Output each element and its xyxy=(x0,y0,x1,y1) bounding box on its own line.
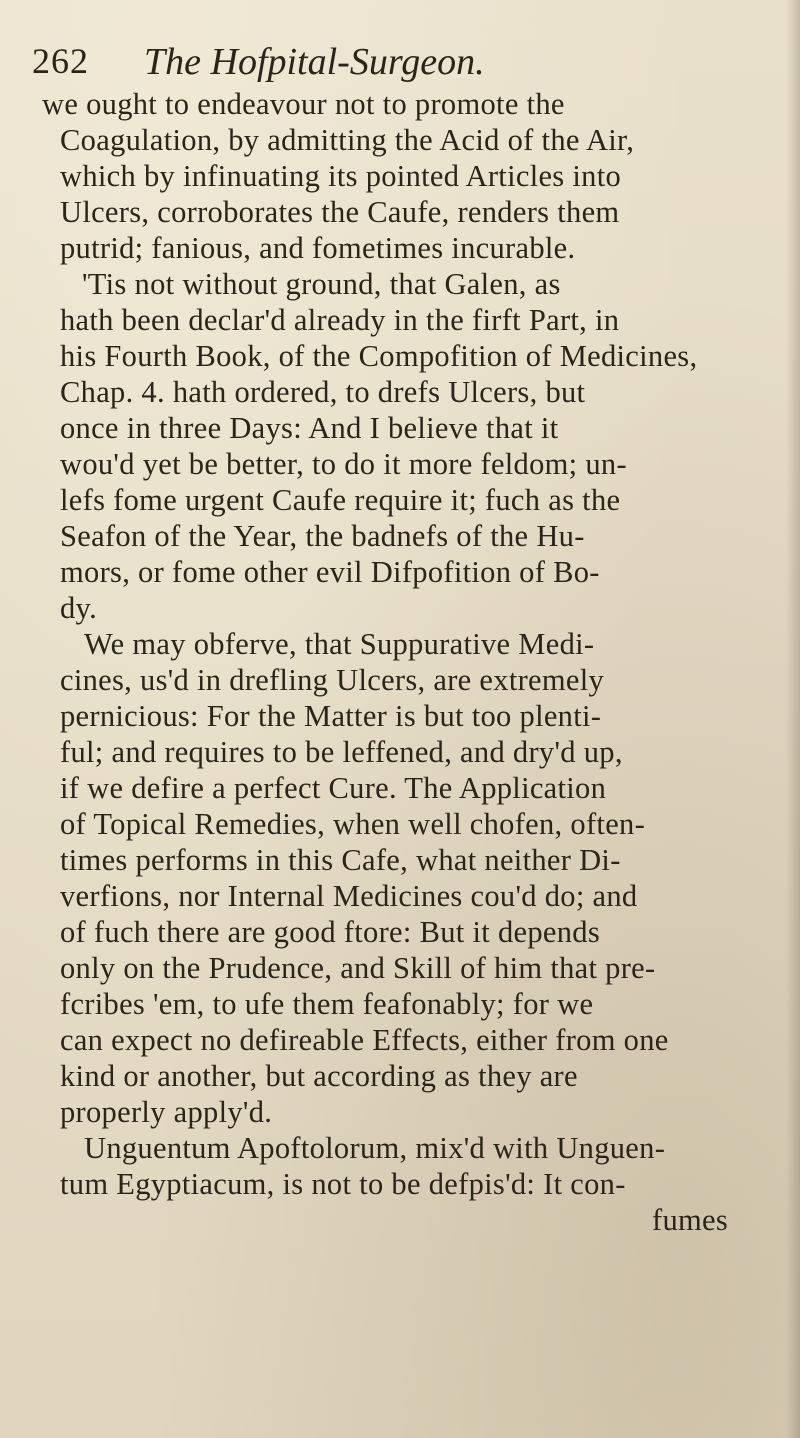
text-line: We may obferve, that Suppurative Medi- xyxy=(84,627,595,661)
text-line: Chap. 4. hath ordered, to drefs Ulcers, but xyxy=(60,375,586,409)
text-line: hath been declar'd already in the firft Part, in xyxy=(60,303,620,337)
text-line: pernicious: For the Matter is but too plenti- xyxy=(60,699,602,733)
text-line: verfions, nor Internal Medicines cou'd do; and xyxy=(60,879,638,913)
text-line: can expect no defireable Effects, either from one xyxy=(60,1023,669,1057)
text-line: lefs fome urgent Caufe require it; fuch as the xyxy=(60,483,621,517)
text-line: of fuch there are good ftore: But it depends xyxy=(60,915,600,949)
catchword: fumes xyxy=(652,1203,729,1237)
text-line: Seafon of the Year, the badnefs of the Hu- xyxy=(60,519,585,553)
text-line: if we defire a perfect Cure. The Application xyxy=(60,771,607,805)
running-title: The Hofpital-Surgeon. xyxy=(144,41,485,83)
text-line: ful; and requires to be leffened, and dry'd up, xyxy=(60,735,623,769)
text-line: cines, us'd in drefling Ulcers, are extremely xyxy=(60,663,605,697)
page-edge-shadow xyxy=(786,0,800,1438)
text-line: putrid; fanious, and fometimes incurable. xyxy=(60,231,576,265)
text-line: dy. xyxy=(60,591,98,625)
text-line: Coagulation, by admitting the Acid of the Air, xyxy=(60,123,635,157)
page-number: 262 xyxy=(32,41,89,81)
text-line: which by infinuating its pointed Articles into xyxy=(60,159,622,193)
text-line: Ulcers, corroborates the Caufe, renders them xyxy=(60,195,620,229)
text-line: wou'd yet be better, to do it more feldom; un- xyxy=(60,447,627,481)
text-line: properly apply'd. xyxy=(60,1095,273,1129)
text-line: tum Egyptiacum, is not to be defpis'd: It con- xyxy=(60,1167,626,1201)
text-line: of Topical Remedies, when well chofen, often- xyxy=(60,807,646,841)
text-line: 'Tis not without ground, that Galen, as xyxy=(82,267,561,301)
text-line: his Fourth Book, of the Compofition of Medicines, xyxy=(60,339,698,373)
page-header xyxy=(32,40,732,90)
text-line: mors, or fome other evil Difpofition of Bo- xyxy=(60,555,600,589)
text-line: times performs in this Cafe, what neither Di- xyxy=(60,843,621,877)
text-line: Unguentum Apoftolorum, mix'd with Unguen- xyxy=(84,1131,666,1165)
text-line: we ought to endeavour not to promote the xyxy=(42,87,565,121)
text-line: fcribes 'em, to ufe them feafonably; for we xyxy=(60,987,594,1021)
text-line: kind or another, but according as they are xyxy=(60,1059,578,1093)
text-line: once in three Days: And I believe that it xyxy=(60,411,559,445)
text-line: only on the Prudence, and Skill of him that pre- xyxy=(60,951,656,985)
